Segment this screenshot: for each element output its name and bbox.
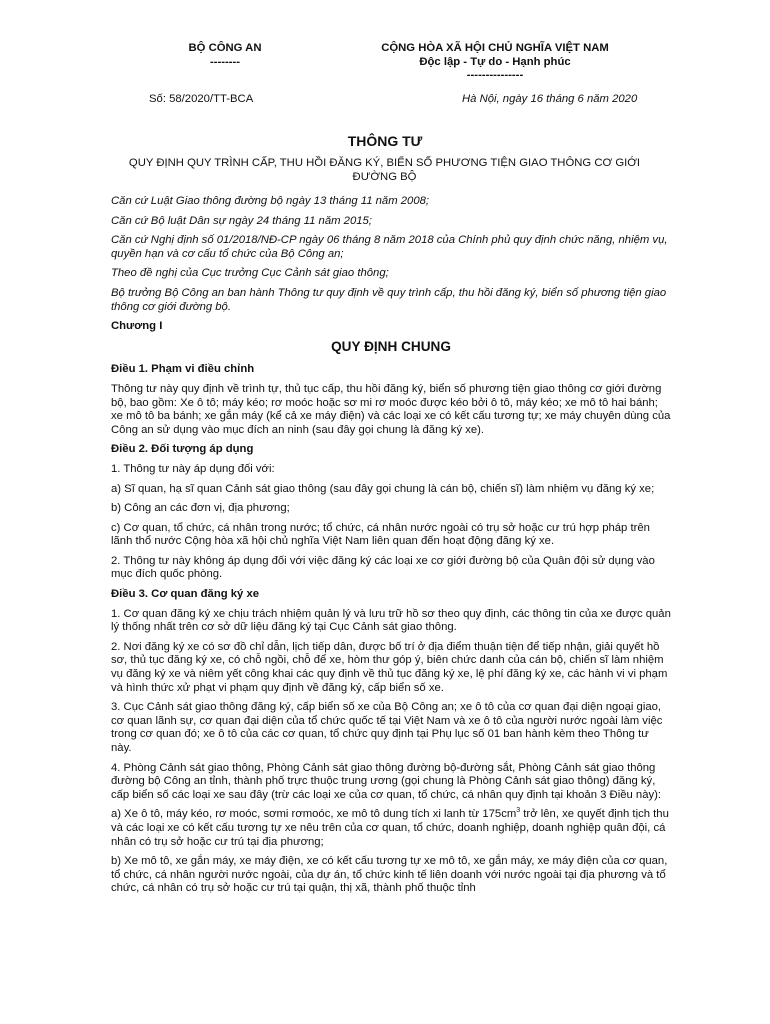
chapter-title: QUY ĐỊNH CHUNG [331,338,451,354]
paragraph: 1. Cơ quan đăng ký xe chịu trách nhiệm quản lý và lưu trữ hồ sơ theo quy định, các thông tin của xe được quản lý thống nhất trên cơ sở dữ liệu đăng ký tại Cục Cảnh sát giao thông. [111,607,671,634]
preamble-line: Bộ trưởng Bộ Công an ban hành Thông tư quy định về quy trình cấp, thu hồi đăng ký, biển số phương tiện giao thông cơ giới đường bộ. [111,286,667,313]
nation-name: CỘNG HÒA XÃ HỘI CHỦ NGHĨA VIỆT NAM [381,42,609,54]
paragraph: 1. Thông tư này áp dụng đối với: [111,462,275,475]
paragraph: 4. Phòng Cảnh sát giao thông, Phòng Cảnh sát giao thông đường bộ-đường sắt, Phòng Cảnh sát giao thông đường bộ Công an tỉnh, thành phố trực thuộc trung ương (gọi chung là Phòng Cảnh sát giao thông) đăng ký, cấp biển số các loại xe sau đây (trừ các loại xe của cơ quan, tổ chức, cá nhân quy định tại khoản 3 Điều này): [111,761,662,801]
motto: Độc lập - Tự do - Hạnh phúc [419,55,571,68]
paragraph-text: a) Xe ô tô, máy kéo, rơ moóc, sơmi rơmoóc, xe mô tô dung tích xi lanh từ 175cm [111,808,517,821]
document-subtitle: QUY ĐỊNH QUY TRÌNH CẤP, THU HỒI ĐĂNG KÝ, BIỂN SỐ PHƯƠNG TIỆN GIAO THÔNG CƠ GIỚI ĐƯỜNG BỘ [128,157,641,183]
preamble-line: Căn cứ Luật Giao thông đường bộ ngày 13 tháng 11 năm 2008; [111,195,430,207]
ministry-rule: -------- [209,55,241,68]
ministry-block [145,42,305,69]
paragraph [111,808,671,849]
nation-block [330,42,660,83]
paragraph: b) Công an các đơn vị, địa phương; [111,502,290,515]
superscript: 3 [516,807,521,815]
paragraph: a) Sĩ quan, hạ sĩ quan Cảnh sát giao thông (sau đây gọi chung là cán bộ, chiến sĩ) làm nhiệm vụ đăng ký xe; [111,482,655,495]
document-number: Số: 58/2020/TT-BCA [149,93,254,105]
ministry-name: BỘ CÔNG AN [188,42,262,54]
chapter-label: Chương I [111,320,163,333]
paragraph: 3. Cục Cảnh sát giao thông đăng ký, cấp biển số xe của Bộ Công an; xe ô tô của cơ quan đại diện ngoại giao, cơ quan lãnh sự, cơ quan đại diện của tổ chức quốc tế tại Việt Nam và xe ô tô của người nước ngoài làm việc trong cơ quan đó; xe ô tô của các cơ quan, tổ chức quy định tại Phụ lục số 01 ban hành kèm theo Thông tư này. [111,701,663,754]
preamble-line: Căn cứ Bộ luật Dân sự ngày 24 tháng 11 năm 2015; [111,214,372,227]
preamble-line: Căn cứ Nghị định số 01/2018/NĐ-CP ngày 06 tháng 8 năm 2018 của Chính phủ quy định chức năng, nhiệm vụ, quyền hạn và cơ cấu tổ chức của Bộ Công an; [111,234,668,260]
document-body [111,195,671,902]
paragraph-text: trở lên, xe quyết định tịch thu và các loại xe có kết cấu tương tự xe nêu trên của cơ quan, tổ chức, doanh nghiệp, doanh nghiệp quân đội, cá nhân có trụ sở hoặc cư trú tại địa phương; [111,808,669,848]
article-heading: Điều 1. Phạm vi điều chỉnh [111,363,255,376]
paragraph: b) Xe mô tô, xe gắn máy, xe máy điện, xe có kết cấu tương tự xe mô tô, xe gắn máy, xe máy điện của cơ quan, tổ chức, cá nhân người nước ngoài, của dự án, tổ chức kinh tế liên doanh với nước ngoài tại địa phương và tổ chức, cá nhân có trụ sở hoặc cư trú tại quận, thị xã, thành phố thuộc tỉnh [111,855,668,895]
paragraph: 2. Thông tư này không áp dụng đối với việc đăng ký các loại xe cơ giới đường bộ của Quân đội sử dụng vào mục đích quốc phòng. [111,554,655,581]
paragraph: 2. Nơi đăng ký xe có sơ đồ chỉ dẫn, lịch tiếp dân, được bố trí ở địa điểm thuận tiện để tiếp nhận, giải quyết hồ sơ, thủ tục đăng ký xe, có chỗ ngồi, chỗ để xe, hòm thư góp ý, biên chức danh của cán bộ, chiến sĩ làm nhiệm vụ đăng ký xe và niêm yết công khai các quy định về thủ tục đăng ký xe, lệ phí đăng ký xe, các hành vi vi phạm và hình thức xử phạt vi phạm quy định về đăng ký, cấp biển số xe. [111,640,668,694]
preamble-line: Theo đề nghị của Cục trưởng Cục Cảnh sát giao thông; [111,267,389,280]
document-title: THÔNG TƯ [347,133,423,149]
motto-rule: --------------- [466,69,524,82]
paragraph: c) Cơ quan, tổ chức, cá nhân trong nước; tổ chức, cá nhân nước ngoài có trụ sở hoặc cư trú hợp pháp trên lãnh thổ nước Cộng hòa xã hội chủ nghĩa Việt Nam liên quan đến hoạt động đăng ký xe. [111,521,650,548]
document-date: Hà Nội, ngày 16 tháng 6 năm 2020 [462,93,638,105]
article-heading: Điều 2. Đối tượng áp dụng [111,443,254,456]
article-heading: Điều 3. Cơ quan đăng ký xe [111,588,260,601]
paragraph: Thông tư này quy định về trình tự, thủ tục cấp, thu hồi đăng ký, biển số phương tiện giao thông cơ giới đường bộ, bao gồm: Xe ô tô; máy kéo; rơ moóc hoặc sơ mi rơ moóc được kéo bởi ô tô, máy kéo; xe mô tô hai bánh; xe mô tô ba bánh; xe gắn máy (kể cả xe máy điện) và các loại xe có kết cấu tương tự; xe máy chuyên dùng của Công an sử dụng vào mục đích an ninh (sau đây gọi chung là đăng ký xe). [111,382,671,436]
